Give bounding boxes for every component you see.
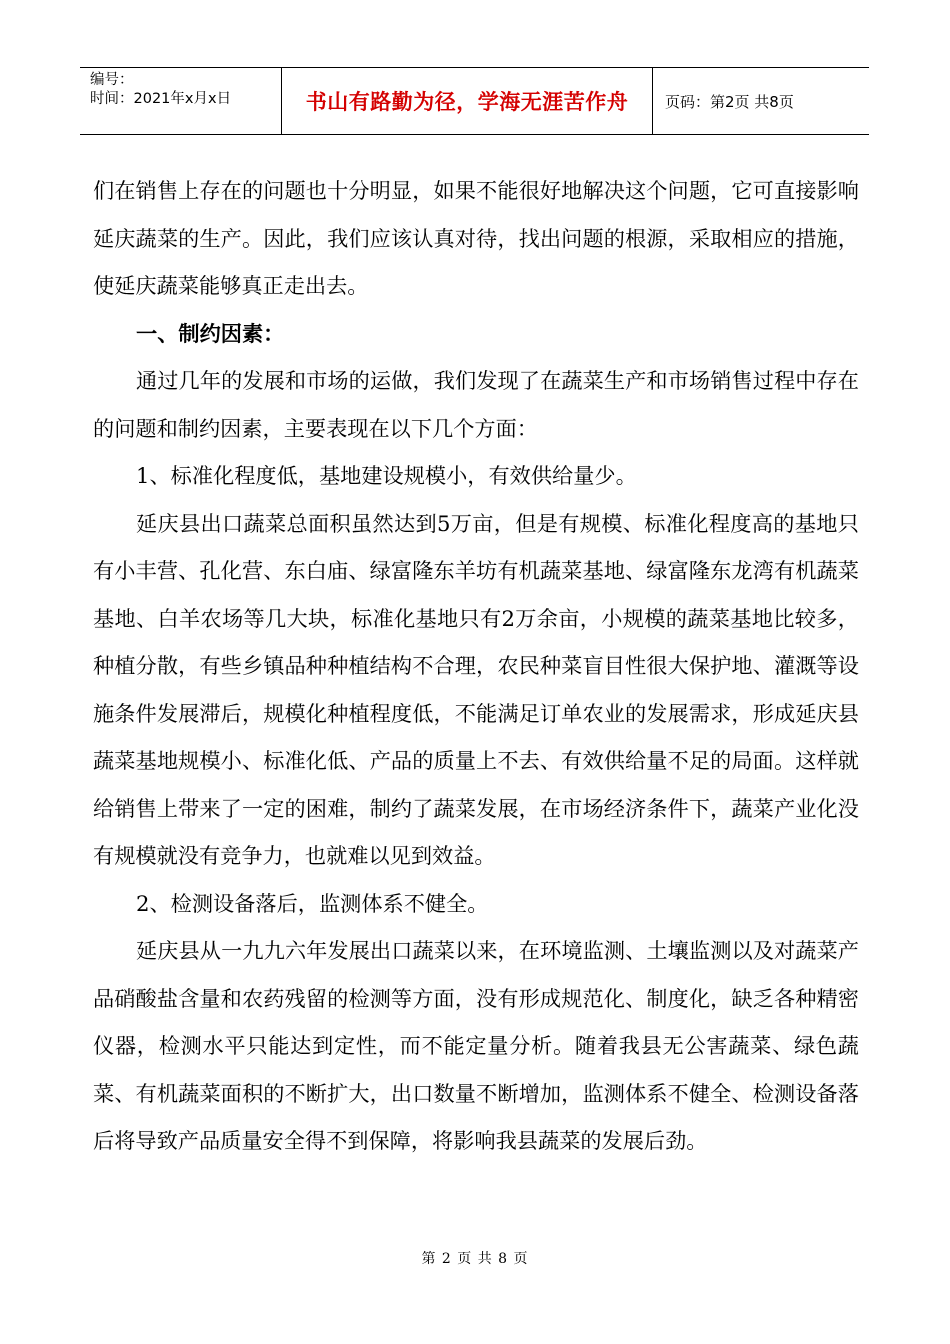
header-meta bbox=[80, 68, 282, 134]
list-item-heading: 2、检测设备落后，监测体系不健全。 bbox=[136, 890, 489, 916]
page-footer: 第 2 页 共 8 页 bbox=[421, 1251, 529, 1267]
document-date-label: 时间：2021年x月x日 bbox=[90, 91, 232, 107]
paragraph: 延庆县出口蔬菜总面积虽然达到5万亩，但是有规模、标准化程度高的基地只有小丰营、孔化营、东白庙、绿富隆东羊坊有机蔬菜基地、绿富隆东龙湾有机蔬菜基地、白羊农场等几大块，标准化基地只有2万余亩，小规模的蔬菜基地比较多，种植分散，有些乡镇品种种植结构不合理，农民种菜盲目性很大保护地、灌溉等设施条件发展滞后，规模化种植程度低，不能满足订单农业的发展需求，形成延庆县蔬菜基地规模小、标准化低、产品的质量上不去、有效供给量不足的局面。这样就给销售上带来了一定的困难，制约了蔬菜发展，在市场经济条件下，蔬菜产业化没有规模就没有竞争力，也就难以见到效益。 bbox=[93, 510, 859, 868]
document-header bbox=[80, 67, 869, 135]
header-page-cell bbox=[653, 68, 869, 134]
document-number-label: 编号： bbox=[90, 72, 134, 88]
paragraph: 通过几年的发展和市场的运做，我们发现了在蔬菜生产和市场销售过程中存在的问题和制约因素，主要表现在以下几个方面： bbox=[93, 368, 859, 441]
header-page-label: 页码：第2页 共8页 bbox=[665, 92, 794, 111]
list-item-heading: 1、标准化程度低，基地建设规模小，有效供给量少。 bbox=[136, 463, 637, 488]
paragraph-continuation: 们在销售上存在的问题也十分明显，如果不能很好地解决这个问题，它可直接影响延庆蔬菜的生产。因此，我们应该认真对待，找出问题的根源，采取相应的措施，使延庆蔬菜能够真正走出去。 bbox=[93, 178, 859, 298]
header-motto-cell bbox=[282, 68, 653, 134]
header-motto: 书山有路勤为径，学海无涯苦作舟 bbox=[305, 90, 629, 114]
document-body bbox=[93, 167, 859, 1165]
paragraph: 延庆县从一九九六年发展出口蔬菜以来，在环境监测、土壤监测以及对蔬菜产品硝酸盐含量和农药残留的检测等方面，没有形成规范化、制度化，缺乏各种精密仪器，检测水平只能达到定性，而不能定量分析。随着我县无公害蔬菜、绿色蔬菜、有机蔬菜面积的不断扩大，出口数量不断增加，监测体系不健全、检测设备落后将导致产品质量安全得不到保障，将影响我县蔬菜的发展后劲。 bbox=[93, 938, 859, 1153]
section-heading: 一、制约因素： bbox=[136, 320, 285, 346]
